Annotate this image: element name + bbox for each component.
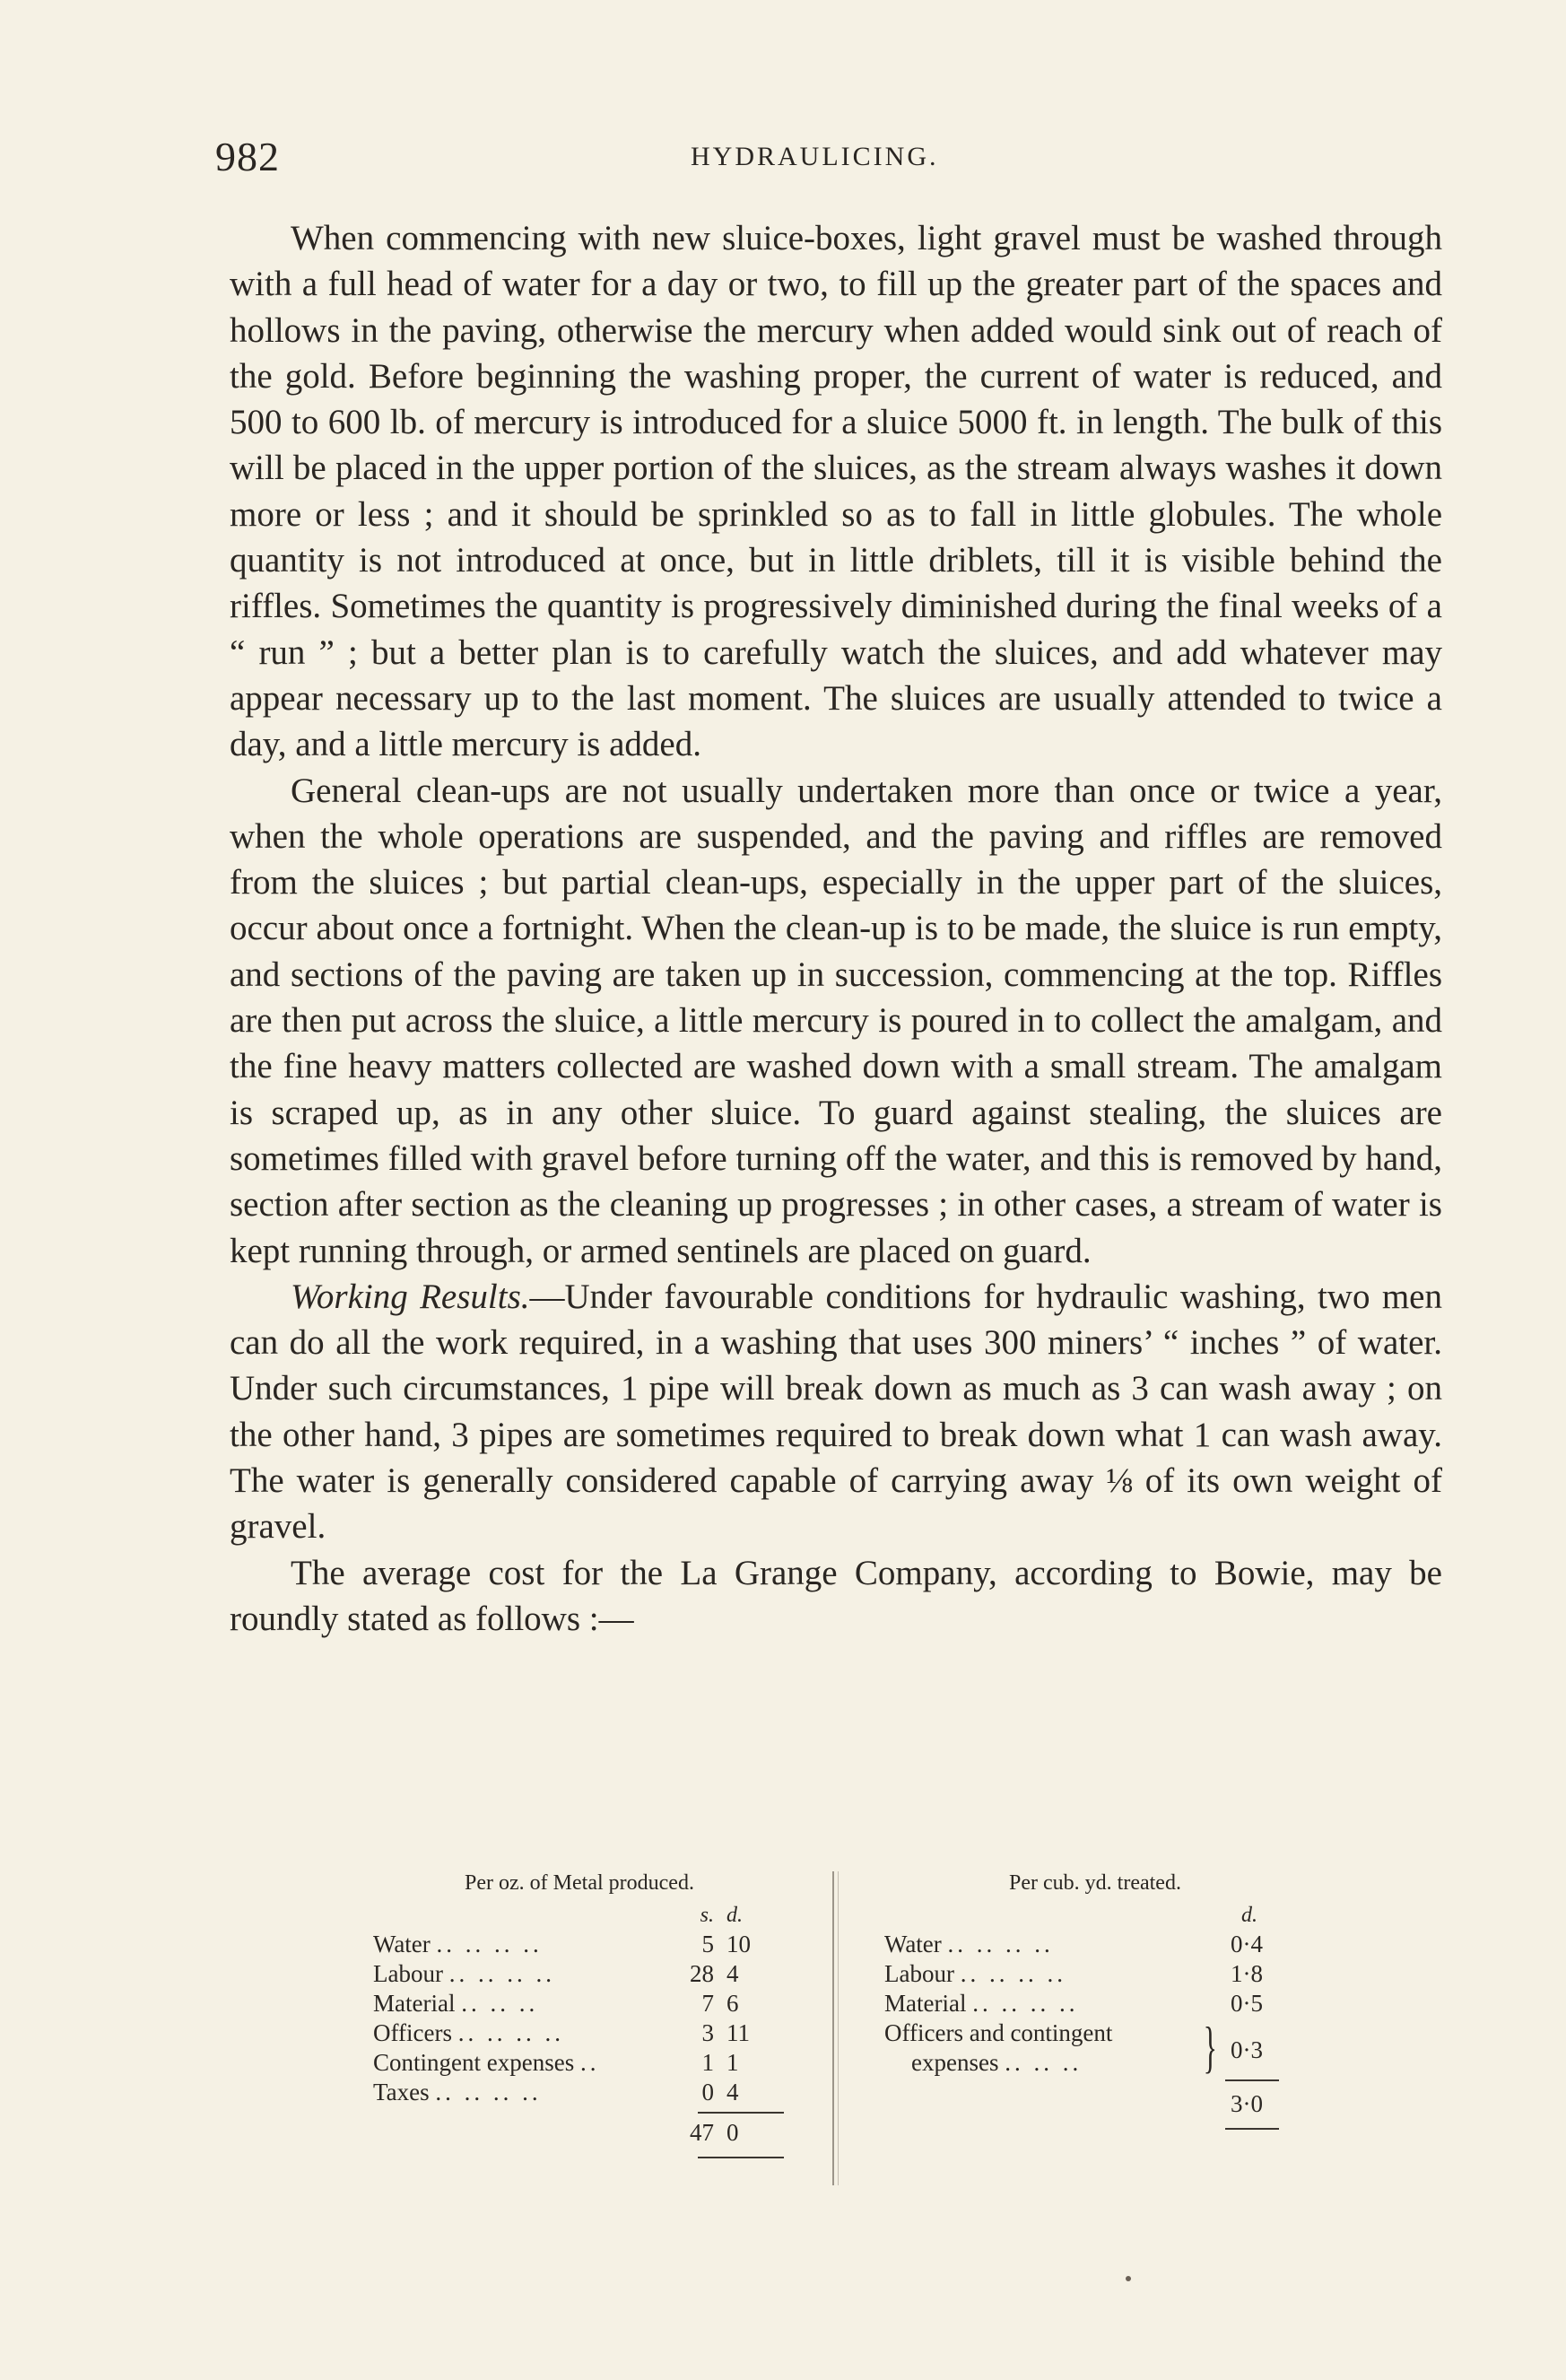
total-rule: [698, 2112, 784, 2114]
unit-pence: d.: [726, 1904, 743, 1927]
table-row: [884, 1990, 1306, 2019]
unit-row: [884, 1904, 1306, 1931]
total-rule: [1225, 2079, 1279, 2081]
paragraph-clean-ups: General clean-ups are not usually undertaken more than once or twice a year, when the whole operations are suspended, and the paving and riffles are removed from the sluices ; but partial clean-ups, especially in the upper part of the sluices, occur about once a fortnight. When the clean-up is to be made, the sluice is run empty, and sections of the paving are taken up in succession, commencing at the top. Riffles are then put across the sluice, a little mercury is poured in to collect the amalgam, and the fine heavy matters collected are washed down with a small stream. The amalgam is scraped up, as in any other sluice. To guard against stealing, the sluices are sometimes filled with gravel before turning off the water, and this is removed by hand, section after section as the cleaning up progresses ; in other cases, a stream of water is kept running through, or armed sentinels are placed on guard.: [230, 771, 1442, 1270]
running-title: HYDRAULICING.: [691, 142, 939, 171]
paper-speck: [1126, 2276, 1131, 2281]
table-title: Per cub. yd. treated.: [1009, 1871, 1181, 1895]
section-heading-working-results: Working Results.: [291, 1277, 530, 1316]
leader-dots: .. .. .. ..: [435, 2079, 542, 2105]
value-pence: 0·4: [1231, 1931, 1263, 1957]
value-pence: 4: [726, 2079, 739, 2105]
row-label: Contingent expenses: [373, 2049, 575, 2076]
leader-dots: .. .. ..: [1005, 2049, 1083, 2076]
row-label: Officers: [373, 2019, 452, 2046]
total-pence: 0: [726, 2119, 739, 2146]
total-underline: [698, 2157, 784, 2158]
unit-pence: d.: [1241, 1904, 1257, 1927]
paragraph-working-results: [230, 1274, 1442, 1550]
row-label: Labour: [373, 1960, 443, 1987]
table-row: [884, 1960, 1306, 1990]
value-shillings: 3: [701, 2019, 714, 2046]
value-pence: 10: [726, 1931, 751, 1957]
page-number: 982: [215, 134, 280, 179]
paragraph-average-cost: The average cost for the La Grange Company, according to Bowie, may be roundly stated as follows :—: [230, 1553, 1442, 1638]
value-shillings: 1: [701, 2049, 714, 2076]
working-results-text: —Under favourable conditions for hydraulic washing, two men can do all the work required, in a washing that uses 300 miners’ “ inches ” of water. Under such circumstances, 1 pipe will break down as much as 3 can wash away ; on the other hand, 3 pipes are sometimes required to break down what 1 can wash away. The water is generally considered capable of carrying away ⅛ of its own weight of gravel.: [230, 1277, 1442, 1547]
leader-dots: .. .. ..: [461, 1990, 539, 2017]
row-label: Material: [884, 1990, 967, 2017]
row-label: Officers and contingent: [884, 2019, 1113, 2046]
table-row: [373, 1990, 786, 2019]
cost-table-per-cubic-yard: [884, 1871, 1306, 2117]
paragraph-sluice-boxes: When commencing with new sluice-boxes, light gravel must be washed through with a full head of water for a day or two, to fill up the greater part of the spaces and hollows in the paving, otherwise the mercury when added would sink out of reach of the gold. Before beginning the washing proper, the current of water is reduced, and 500 to 600 lb. of mercury is introduced for a sluice 5000 ft. in length. The bulk of this will be placed in the upper portion of the sluices, as the stream always washes it down more or less ; and it should be sprinkled so as to fall in little globules. The whole quantity is not introduced at once, but in little driblets, till it is visible behind the riffles. Sometimes the quantity is progressively diminished during the final weeks of a “ run ” ; but a better plan is to carefully watch the sluices, and add whatever may appear necessary up to the last moment. The sluices are usually attended to twice a day, and a little mercury is added.: [230, 219, 1442, 764]
value-pence: 11: [726, 2019, 750, 2046]
row-label: Taxes: [373, 2079, 430, 2105]
value-shillings: 28: [690, 1960, 714, 1987]
total-shillings: 47: [690, 2119, 714, 2146]
leader-dots: .. .. .. ..: [972, 1990, 1079, 2017]
table-row: [373, 1960, 786, 1990]
total-row: [373, 2119, 786, 2149]
table-row: [884, 1931, 1306, 1960]
column-divider: [838, 1871, 839, 2185]
table-title: Per oz. of Metal produced.: [465, 1871, 694, 1895]
right-brace-icon: }: [1203, 2015, 1218, 2079]
value-pence: 0·5: [1231, 1990, 1263, 2017]
row-label: Water: [884, 1931, 942, 1957]
table-row: [373, 2019, 786, 2049]
column-divider: [832, 1871, 834, 2185]
leader-dots: .. .. .. ..: [457, 2019, 564, 2046]
total-underline: [1225, 2128, 1279, 2130]
leader-dots: .. .. .. ..: [448, 1960, 555, 1987]
table-row: [373, 2079, 786, 2108]
total-pence: 3·0: [1231, 2090, 1263, 2117]
value-pence: 1·8: [1231, 1960, 1263, 1987]
value-shillings: 7: [701, 1990, 714, 2017]
row-label: Water: [373, 1931, 431, 1957]
row-label: Material: [373, 1990, 456, 2017]
table-row: [373, 1931, 786, 1960]
body-text: [230, 215, 1442, 1642]
value-pence: 4: [726, 1960, 739, 1987]
value-pence: 0·3: [1231, 2036, 1263, 2063]
value-pence: 6: [726, 1990, 739, 2017]
row-label: Labour: [884, 1960, 954, 1987]
unit-row: [373, 1904, 786, 1931]
page-header: [215, 133, 1453, 178]
leader-dots: .. .. .. ..: [960, 1960, 1066, 1987]
leader-dots: ..: [579, 2049, 600, 2076]
leader-dots: .. .. .. ..: [436, 1931, 543, 1957]
cost-tables: [373, 1871, 1306, 2194]
unit-shillings: s.: [700, 1904, 714, 1927]
row-label: expenses: [911, 2049, 999, 2076]
value-pence: 1: [726, 2049, 739, 2076]
table-row: [373, 2049, 786, 2079]
value-shillings: 0: [701, 2079, 714, 2105]
value-shillings: 5: [701, 1931, 714, 1957]
cost-table-per-oz: [373, 1871, 786, 2149]
leader-dots: .. .. .. ..: [947, 1931, 1054, 1957]
